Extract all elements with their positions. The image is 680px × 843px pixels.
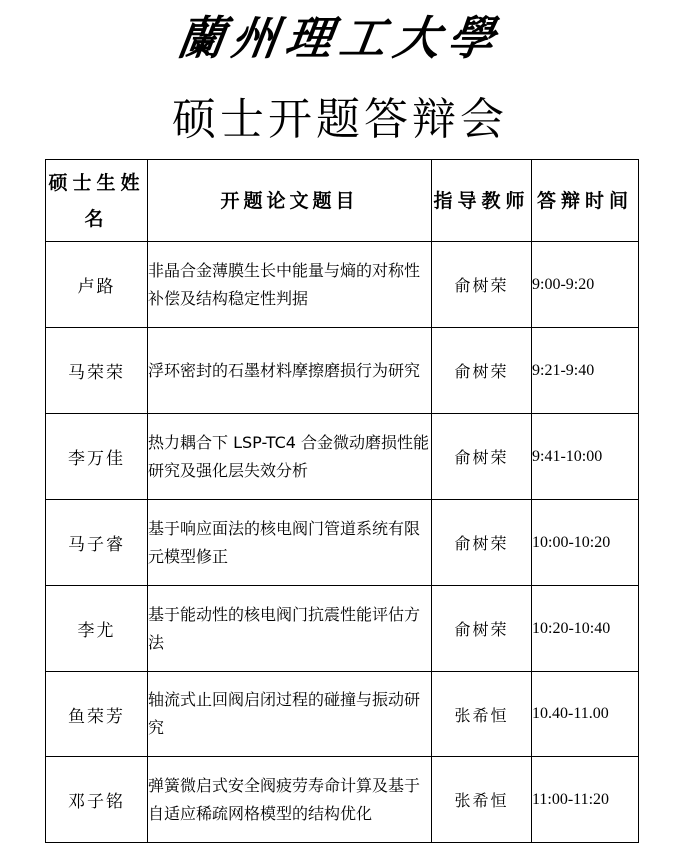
- thesis-topic: 基于能动性的核电阀门抗震性能评估方法: [148, 586, 432, 672]
- advisor-name: 俞树荣: [432, 500, 532, 586]
- header-time: 答辩时间: [532, 160, 639, 242]
- table-row: [46, 242, 639, 328]
- header-student-name: 硕士生姓名: [46, 160, 148, 242]
- thesis-topic: 基于响应面法的核电阀门管道系统有限元模型修正: [148, 500, 432, 586]
- student-name: 李尤: [46, 586, 148, 672]
- defense-time: 9:00-9:20: [532, 242, 639, 328]
- thesis-topic: 非晶合金薄膜生长中能量与熵的对称性补偿及结构稳定性判据: [148, 242, 432, 328]
- defense-time: 10.40-11.00: [532, 672, 639, 757]
- student-name: 鱼荣芳: [46, 672, 148, 757]
- table-row: [46, 328, 639, 414]
- table-header-row: [46, 160, 639, 242]
- student-name: 李万佳: [46, 414, 148, 500]
- thesis-topic: 弹簧微启式安全阀疲劳寿命计算及基于自适应稀疏网格模型的结构优化: [148, 757, 432, 843]
- advisor-name: 俞树荣: [432, 242, 532, 328]
- defense-time: 11:00-11:20: [532, 757, 639, 843]
- advisor-name: 俞树荣: [432, 328, 532, 414]
- table-row: [46, 757, 639, 843]
- defense-time: 9:21-9:40: [532, 328, 639, 414]
- student-name: 卢路: [46, 242, 148, 328]
- page-title: 硕士开题答辩会: [172, 94, 508, 145]
- advisor-name: 俞树荣: [432, 414, 532, 500]
- advisor-name: 张希恒: [432, 672, 532, 757]
- defense-time: 10:00-10:20: [532, 500, 639, 586]
- defense-time: 10:20-10:40: [532, 586, 639, 672]
- header-advisor: 指导教师: [432, 160, 532, 242]
- defense-schedule-table: [45, 159, 639, 843]
- thesis-topic: 轴流式止回阀启闭过程的碰撞与振动研究: [148, 672, 432, 757]
- thesis-topic: 浮环密封的石墨材料摩擦磨损行为研究: [148, 328, 432, 414]
- thesis-topic: 热力耦合下 LSP-TC4 合金微动磨损性能研究及强化层失效分析: [148, 414, 432, 500]
- defense-time: 9:41-10:00: [532, 414, 639, 500]
- table-row: [46, 414, 639, 500]
- student-name: 马子睿: [46, 500, 148, 586]
- student-name: 马荣荣: [46, 328, 148, 414]
- table-row: [46, 672, 639, 757]
- advisor-name: 张希恒: [432, 757, 532, 843]
- table-row: [46, 500, 639, 586]
- header-topic: 开题论文题目: [148, 160, 432, 242]
- student-name: 邓子铭: [46, 757, 148, 843]
- advisor-name: 俞树荣: [432, 586, 532, 672]
- table-row: [46, 586, 639, 672]
- university-logo: 蘭州理工大學: [174, 11, 506, 65]
